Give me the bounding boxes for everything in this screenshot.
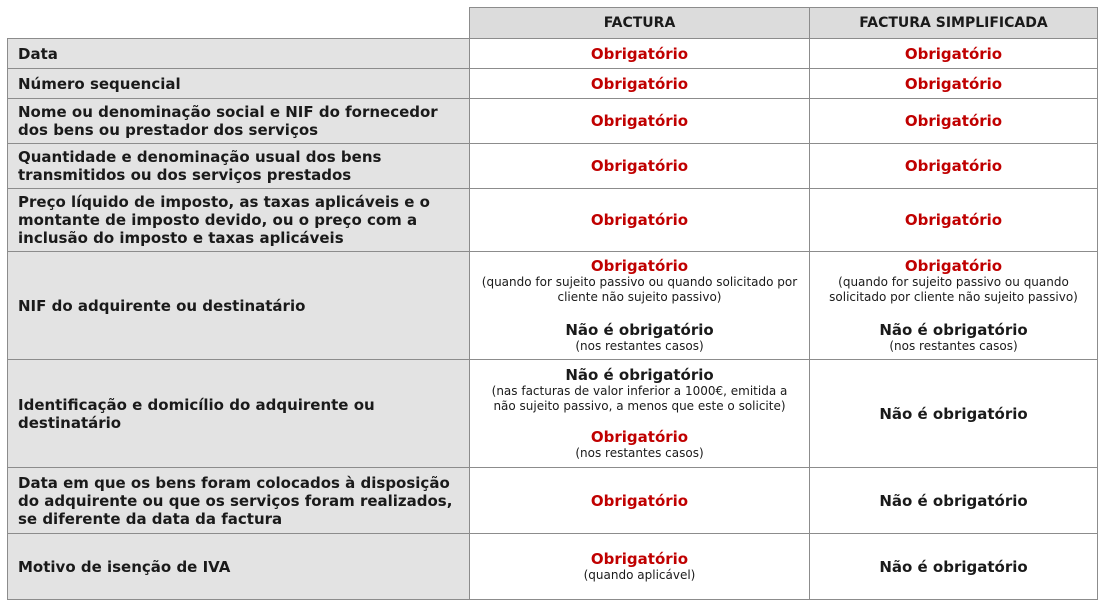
header-factura-simplificada: FACTURA SIMPLIFICADA [810,8,1098,39]
table-row [8,252,1098,360]
simplificada-value: Não é obrigatório [810,534,1098,600]
header-row [8,8,1098,39]
table-row [8,39,1098,69]
header-factura: FACTURA [470,8,810,39]
table-row [8,69,1098,99]
table-row [8,144,1098,189]
simplificada-value: Obrigatório [810,69,1098,99]
row-label: NIF do adquirente ou destinatário [8,252,470,360]
factura-value: Obrigatório [470,99,810,144]
factura-value: Obrigatório [470,189,810,252]
row-label: Preço líquido de imposto, as taxas aplicáveis e o montante de imposto devido, ou o preço com a inclusão do imposto e taxas aplicáveis [8,189,470,252]
row-label: Data [8,39,470,69]
simplificada-value: Não é obrigatório [810,468,1098,534]
simplificada-value: Obrigatório (quando for sujeito passivo ou quando solicitado por cliente não sujeito passivo) Não é obrigatório (nos restantes casos) [810,252,1098,360]
factura-value: Obrigatório [470,69,810,99]
table-row [8,468,1098,534]
simplificada-value: Obrigatório [810,189,1098,252]
row-label: Quantidade e denominação usual dos bens transmitidos ou dos serviços prestados [8,144,470,189]
row-label: Data em que os bens foram colocados à disposição do adquirente ou que os serviços foram realizados, se diferente da data da factura [8,468,470,534]
header-empty-cell [8,8,470,39]
row-label: Motivo de isenção de IVA [8,534,470,600]
factura-value: Obrigatório (quando aplicável) [470,534,810,600]
table-row [8,534,1098,600]
factura-value: Obrigatório [470,39,810,69]
simplificada-value: Obrigatório [810,39,1098,69]
table-row [8,360,1098,468]
table-row [8,189,1098,252]
simplificada-value: Obrigatório [810,99,1098,144]
row-label: Identificação e domicílio do adquirente ou destinatário [8,360,470,468]
simplificada-value: Não é obrigatório [810,360,1098,468]
factura-value: Obrigatório (quando for sujeito passivo ou quando solicitado por cliente não sujeito passivo) Não é obrigatório (nos restantes casos) [470,252,810,360]
factura-value: Obrigatório [470,144,810,189]
row-label: Nome ou denominação social e NIF do fornecedor dos bens ou prestador dos serviços [8,99,470,144]
table-row [8,99,1098,144]
factura-value: Obrigatório [470,468,810,534]
factura-value: Não é obrigatório (nas facturas de valor inferior a 1000€, emitida a não sujeito passivo, a menos que este o solicite) Obrigatório (nos restantes casos) [470,360,810,468]
simplificada-value: Obrigatório [810,144,1098,189]
row-label: Número sequencial [8,69,470,99]
invoice-requirements-table [7,7,1098,600]
